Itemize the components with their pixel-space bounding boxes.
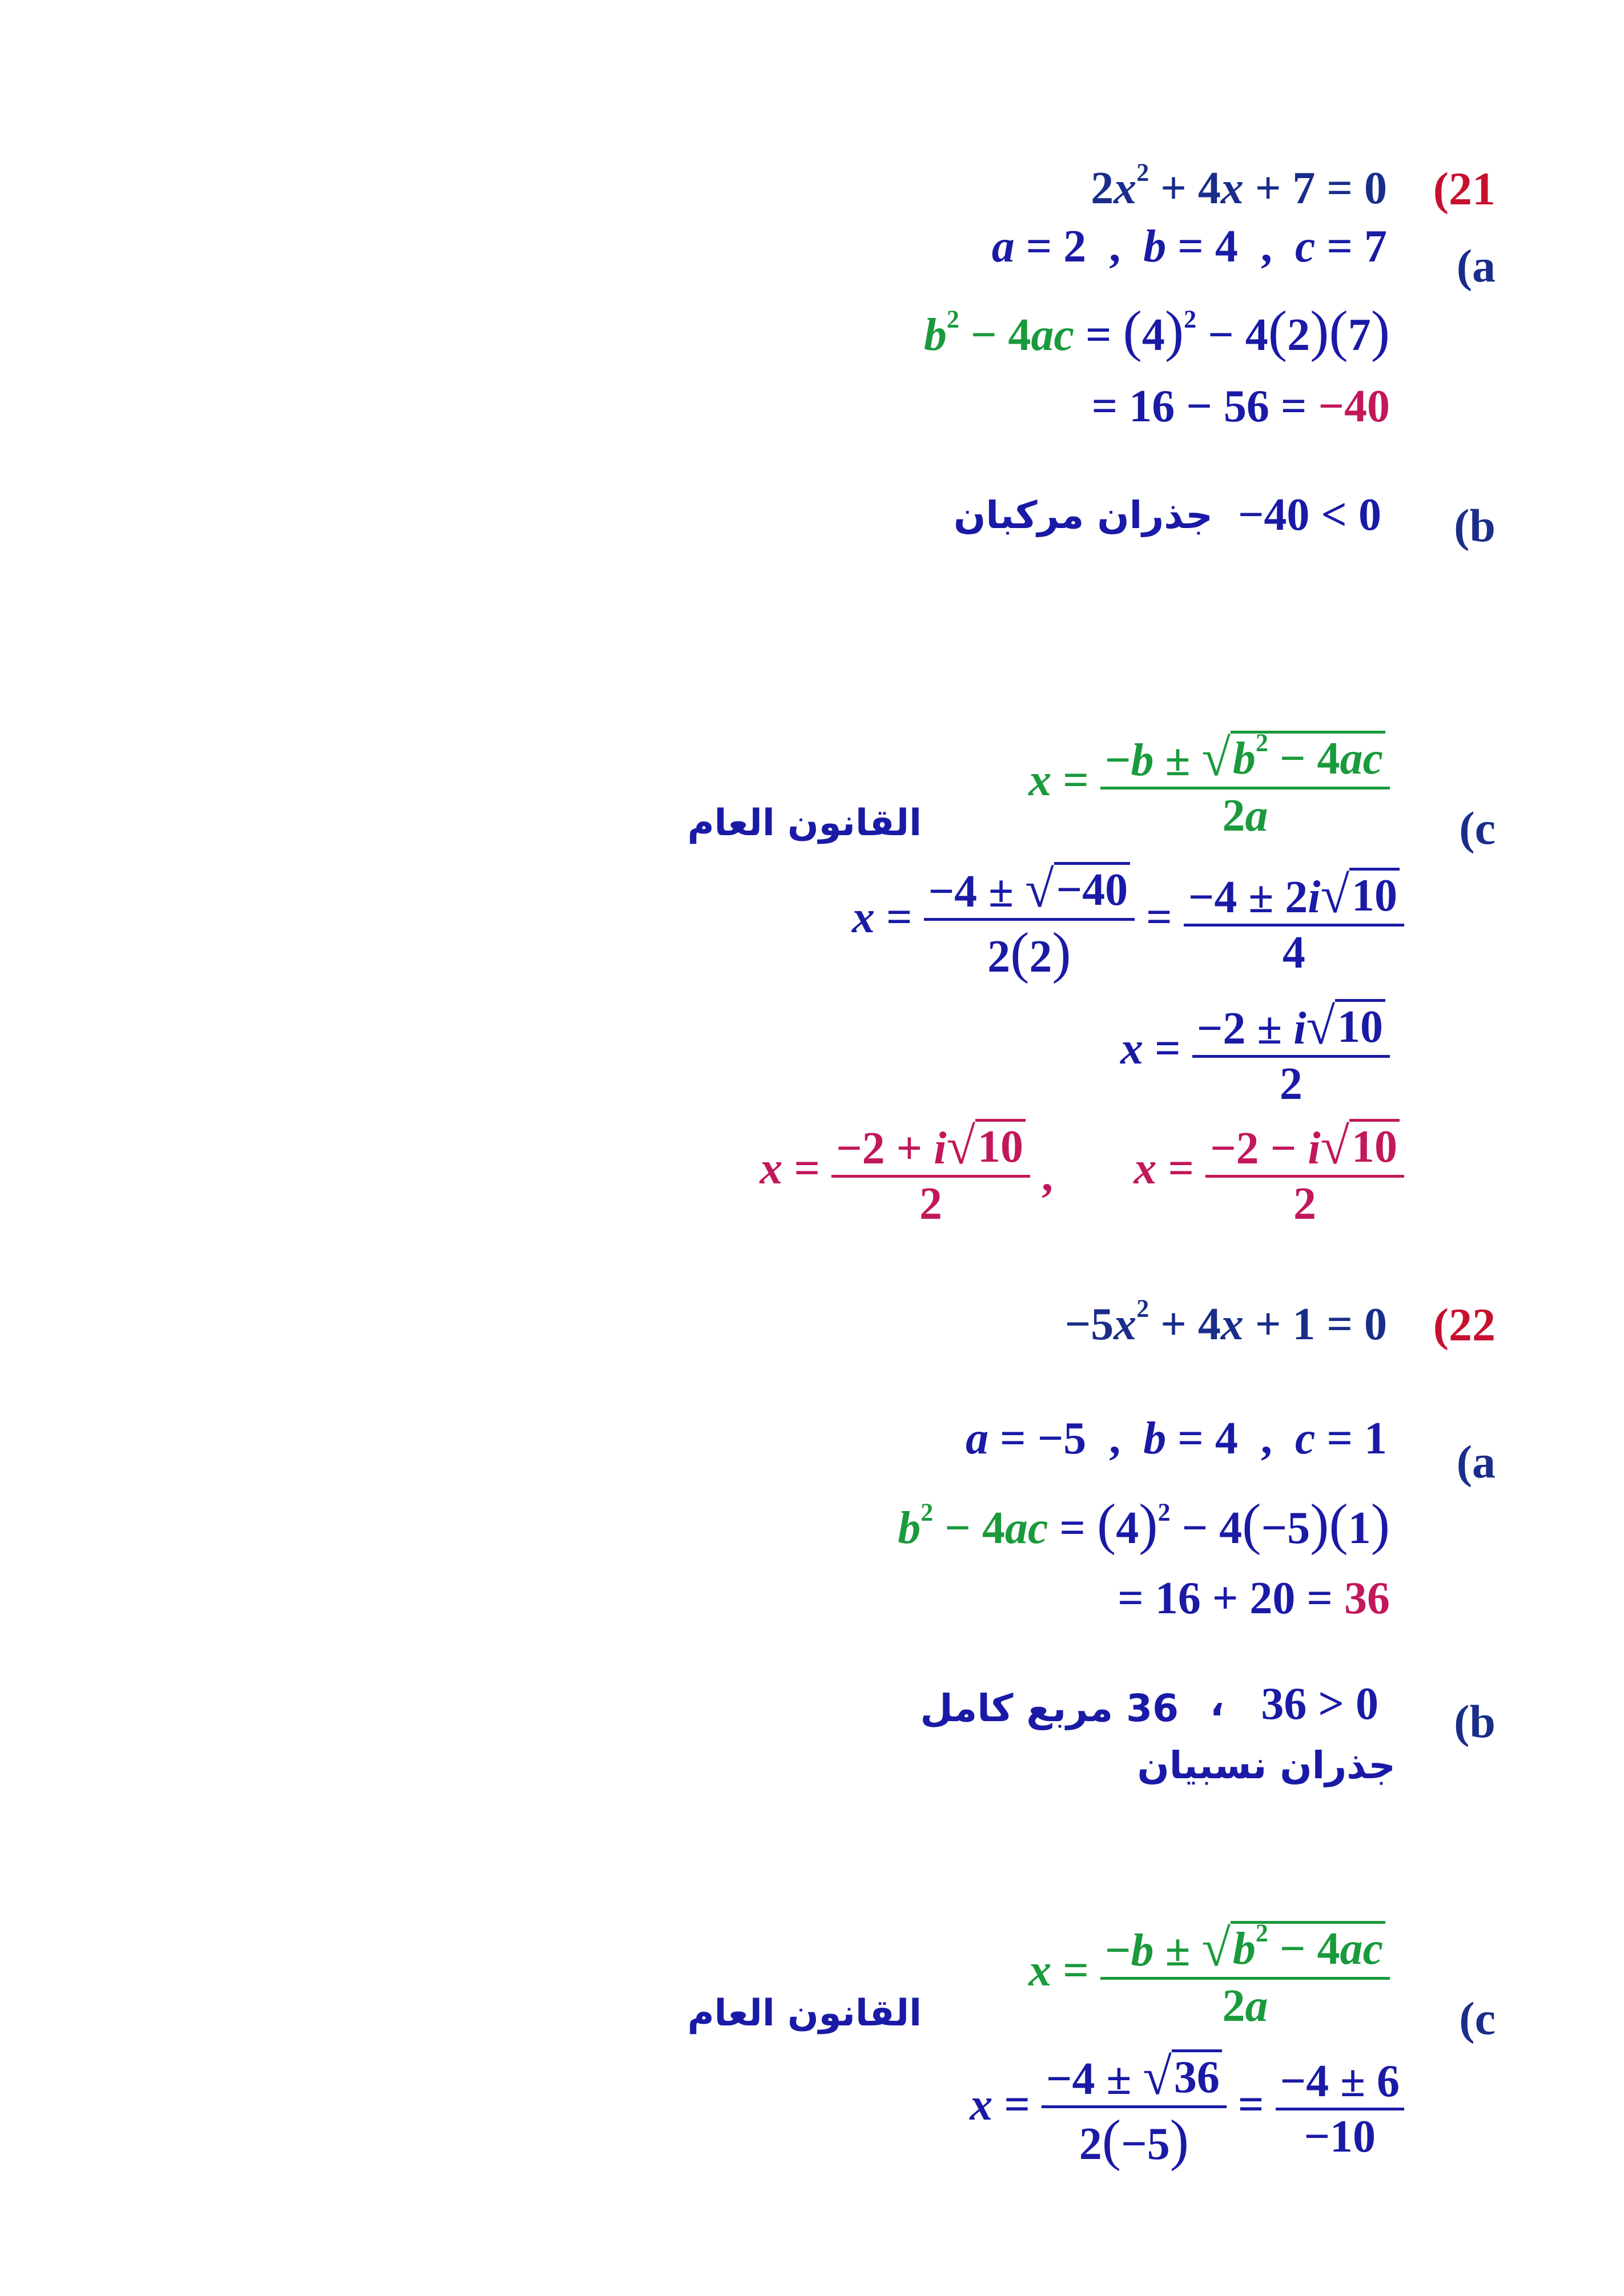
problem-21-discriminant-calc: = 16 − 56 = xyxy=(1091,381,1319,432)
problem-21-coefficients: a = 2 , b = 4 , c = 7 xyxy=(991,221,1387,272)
problem-22-equation: $-5x^2 + 4x + 1 = 0$ xyxy=(1064,1294,1387,1350)
problem-22-discriminant-value: 36 xyxy=(1344,1573,1390,1624)
problem-22-note: 36 مربع كامل xyxy=(920,1686,1179,1730)
problem-22-separator: ، xyxy=(1209,1681,1224,1725)
problem-22-discriminant-calc: = 16 + 20 = xyxy=(1117,1573,1344,1624)
problem-21-general-formula: x = −b ± √ $b^2 - 4ac$ 2a xyxy=(1028,731,1390,839)
problem-21-part-a-label: (a xyxy=(1456,240,1496,292)
problem-21-discriminant-result xyxy=(1091,381,1390,432)
problem-22-inequality: 36 > 0 xyxy=(1261,1679,1378,1729)
problem-21-simplified: x = −2 ± i √ 10 2 xyxy=(1120,999,1390,1107)
problem-21-equation: $2x^2 + 4x + 7 = 0$ xyxy=(1091,158,1387,214)
problem-21-number: (21 xyxy=(1433,163,1496,215)
problem-21-inequality: −40 < 0 xyxy=(1237,490,1381,540)
problem-21-part-c-label: (c xyxy=(1459,802,1496,854)
problem-22-discriminant-setup: $b^2 - 4ac = (4)^2 - 4(-5)(1)$ xyxy=(898,1492,1390,1556)
problem-21-conclusion: جذران مركبان xyxy=(954,493,1213,537)
problem-21-formula-name: القانون العام xyxy=(687,802,922,844)
problem-21-discriminant-setup: $b^2 - 4ac = (4)^2 - 4(2)(7)$ xyxy=(923,299,1390,362)
problem-21-root-separator: , xyxy=(1042,1151,1053,1201)
problem-22-formula-name: القانون العام xyxy=(687,1992,922,2035)
problem-21-root-plus: x = −2 + i √ 10 2 xyxy=(760,1119,1031,1227)
problem-22-number: (22 xyxy=(1433,1299,1496,1351)
problem-22-general-formula: x = −b ± √ $b^2 - 4ac$ 2a xyxy=(1028,1921,1390,2029)
problem-22-substitution: x = −4 ± √ 36 2(−5) = $\frac{-4 \pm 6}{-10}$ xyxy=(970,2049,1404,2169)
problem-21-part-b-label: (b xyxy=(1454,500,1496,551)
problem-22-part-b-label: (b xyxy=(1454,1695,1496,1747)
problem-21-substitution: x = −4 ± √ −40 2(2) = −4 ± 2i √ 10 4 xyxy=(852,862,1404,981)
problem-21-root-minus: x = −2 − i √ 10 2 xyxy=(1134,1119,1405,1227)
problem-22-coefficients: a = −5 , b = 4 , c = 1 xyxy=(966,1413,1387,1464)
problem-22-part-c-label: (c xyxy=(1459,1992,1496,2044)
problem-21-discriminant-value: −40 xyxy=(1318,381,1390,432)
problem-22-part-a-label: (a xyxy=(1456,1436,1496,1488)
problem-22-discriminant-result xyxy=(1117,1573,1390,1624)
problem-22-conclusion: جذران نسبيان xyxy=(1137,1743,1396,1787)
